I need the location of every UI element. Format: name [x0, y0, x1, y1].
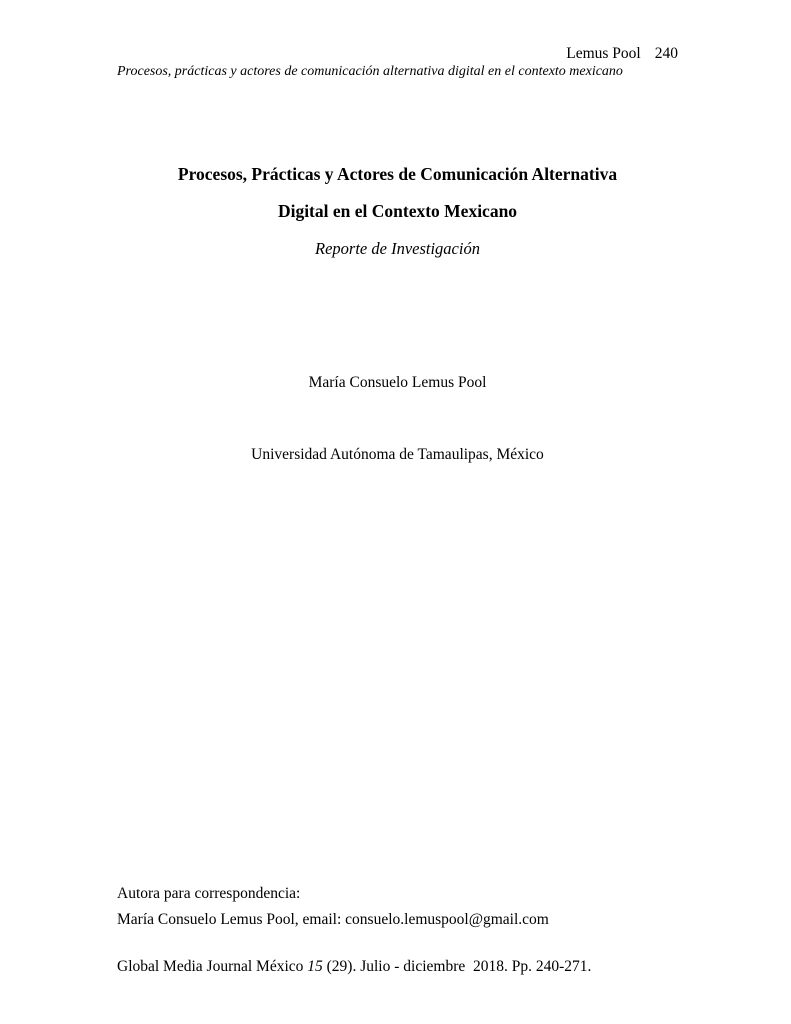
journal-citation: [117, 957, 678, 977]
author-name: María Consuelo Lemus Pool: [308, 374, 487, 391]
correspondence-email: consuelo.lemuspool@gmail.com: [345, 911, 549, 928]
paper-subtitle: Reporte de Investigación: [315, 239, 480, 258]
page-number: 240: [654, 45, 678, 62]
running-head-author: Lemus Pool: [566, 45, 641, 62]
title-block: [117, 156, 678, 267]
journal-issue-pages: (29). Julio - diciembre 2018. Pp. 240-271.: [322, 958, 592, 975]
correspondence-contact: [117, 907, 678, 933]
paper-title-line-1: Procesos, Prácticas y Actores de Comunicación Alternativa: [177, 164, 618, 184]
correspondence-name: María Consuelo Lemus Pool, email:: [117, 911, 346, 928]
journal-name-issue: Global Media Journal México: [117, 958, 308, 975]
running-head: [117, 45, 678, 63]
running-head-title: Procesos, prácticas y actores de comunicación alternativa digital en el contexto mexicano: [117, 64, 623, 79]
correspondence-block: [117, 881, 678, 933]
correspondence-label: Autora para correspondencia:: [117, 885, 301, 902]
author-affiliation: Universidad Autónoma de Tamaulipas, México: [251, 446, 544, 463]
journal-volume: 15: [307, 958, 323, 975]
paper-title-line-2: Digital en el Contexto Mexicano: [277, 201, 518, 221]
